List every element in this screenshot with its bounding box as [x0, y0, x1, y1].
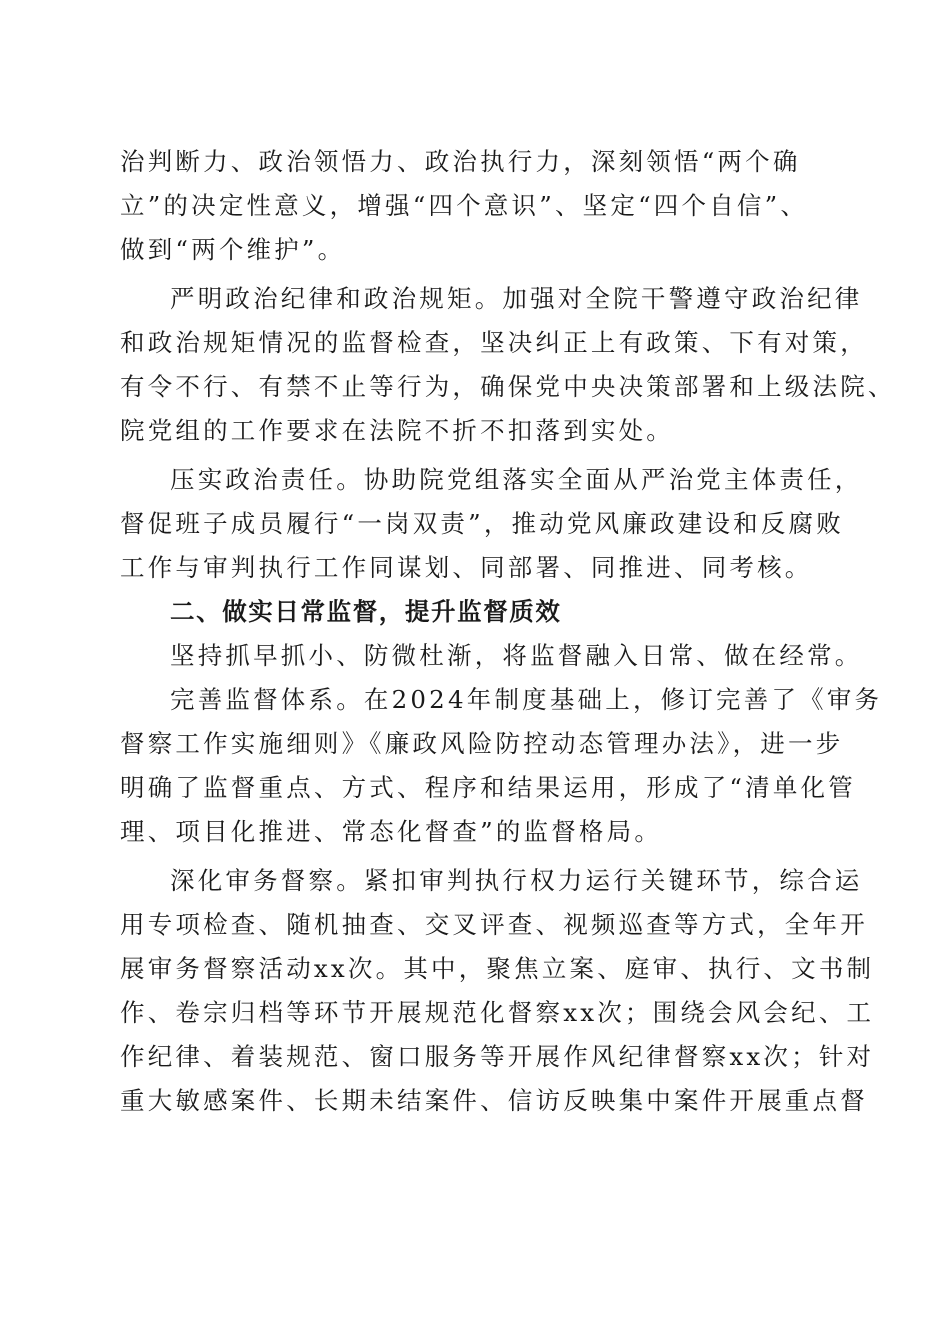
section-heading: 二、做实日常监督，提升监督质效: [170, 597, 562, 626]
body-text-line: 有令不行、有禁不止等行为，确保党中央决策部署和上级法院、: [120, 372, 896, 401]
body-text-line: 立”的决定性意义，增强“四个意识”、坚定“四个自信”、: [120, 191, 809, 220]
body-text-line: 作、卷宗归档等环节开展规范化督察xx次；围绕会风会纪、工: [120, 998, 875, 1027]
paragraph-lead-line: 严明政治纪律和政治规矩。加强对全院干警遵守政治纪律: [170, 284, 863, 313]
paragraph-lead-line: 完善监督体系。在2024年制度基础上，修订完善了《审务: [170, 685, 883, 714]
body-text-line: 理、项目化推进、常态化督查”的监督格局。: [120, 817, 663, 846]
body-text-line: 督促班子成员履行“一岗双责”，推动党风廉政建设和反腐败: [120, 509, 844, 538]
body-text-line: 工作与审判执行工作同谋划、同部署、同推进、同考核。: [120, 553, 813, 582]
body-text-line: 院党组的工作要求在法院不折不扣落到实处。: [120, 416, 674, 445]
body-text-line: 展审务督察活动xx次。其中，聚焦立案、庭审、执行、文书制: [120, 954, 875, 983]
body-text-line: 做到“两个维护”。: [120, 235, 346, 264]
body-text-line: 作纪律、着装规范、窗口服务等开展作风纪律督察xx次；针对: [120, 1042, 875, 1071]
paragraph-lead-line: 压实政治责任。协助院党组落实全面从严治党主体责任，: [170, 465, 863, 494]
body-text-line: 和政治规矩情况的监督检查，坚决纠正上有政策、下有对策，: [120, 328, 868, 357]
body-text-line: 重大敏感案件、长期未结案件、信访反映集中案件开展重点督: [120, 1086, 868, 1115]
body-text-line: 用专项检查、随机抽查、交叉评查、视频巡查等方式，全年开: [120, 910, 868, 939]
paragraph-lead-line: 深化审务督察。紧扣审判执行权力运行关键环节，综合运: [170, 866, 863, 895]
body-text-line: 督察工作实施细则》《廉政风险防控动态管理办法》，进一步: [120, 729, 844, 758]
body-text-line: 治判断力、政治领悟力、政治执行力，深刻领悟“两个确: [120, 147, 801, 176]
paragraph-lead-line: 坚持抓早抓小、防微杜渐，将监督融入日常、做在经常。: [170, 641, 863, 670]
body-text-line: 明确了监督重点、方式、程序和结果运用，形成了“清单化管: [120, 773, 856, 802]
